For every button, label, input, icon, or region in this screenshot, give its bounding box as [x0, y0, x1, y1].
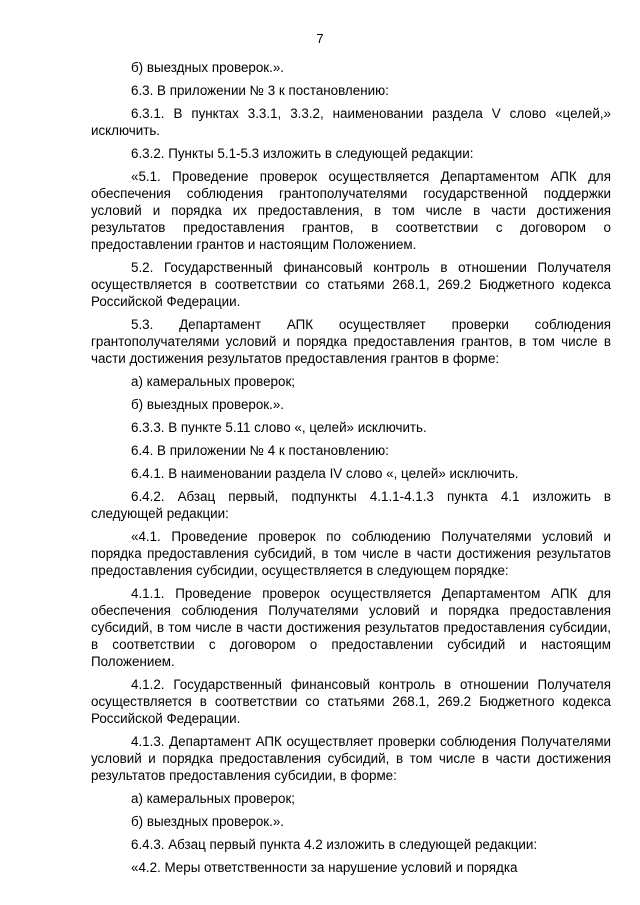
paragraph: 5.2. Государственный финансовый контроль в отношении Получателя осуществляется в соответствии со статьями 268.1, 269.2 Бюджетного кодекса Российской Федерации. — [91, 260, 611, 309]
document-body — [91, 59, 611, 882]
paragraph: «4.1. Проведение проверок по соблюдению Получателями условий и порядка предоставления субсидий, в том числе в части достижения результатов предоставления субсидии, осуществляется в следующем порядке: — [91, 529, 611, 578]
paragraph: 6.4.2. Абзац первый, подпункты 4.1.1-4.1.3 пункта 4.1 изложить в следующей редакции: — [91, 489, 611, 521]
paragraph: 6.4.3. Абзац первый пункта 4.2 изложить в следующей редакции: — [131, 837, 538, 852]
paragraph: 4.1.3. Департамент АПК осуществляет проверки соблюдения Получателями условий и порядка предоставления субсидий, в том числе в части достижения результатов предоставления субсидии, в форме: — [91, 734, 611, 783]
paragraph: 6.4.1. В наименовании раздела IV слово «, целей» исключить. — [131, 466, 519, 481]
paragraph: 4.1.2. Государственный финансовый контроль в отношении Получателя осуществляется в соответствии со статьями 268.1, 269.2 Бюджетного кодекса Российской Федерации. — [91, 677, 611, 726]
paragraph: б) выездных проверок.». — [131, 814, 285, 829]
paragraph: 6.4. В приложении № 4 к постановлению: — [131, 443, 389, 458]
paragraph: а) камеральных проверок; — [131, 374, 296, 389]
paragraph: «5.1. Проведение проверок осуществляется Департаментом АПК для обеспечения соблюдения грантополучателями государственной поддержки условий и порядка их предоставления, в том числе в части достижения результатов предоставления грантов, в соответствии с договором о предоставлении грантов и настоящим Положением. — [91, 169, 611, 252]
paragraph: 6.3.3. В пункте 5.11 слово «, целей» исключить. — [131, 420, 427, 435]
paragraph: «4.2. Меры ответственности за нарушение условий и порядка — [131, 860, 518, 875]
paragraph: б) выездных проверок.». — [131, 60, 285, 75]
paragraph: б) выездных проверок.». — [131, 397, 285, 412]
paragraph: 6.3.2. Пункты 5.1-5.3 изложить в следующей редакции: — [131, 146, 474, 161]
paragraph: 6.3. В приложении № 3 к постановлению: — [131, 83, 389, 98]
paragraph: 4.1.1. Проведение проверок осуществляется Департаментом АПК для обеспечения соблюдения Получателями условий и порядка предоставления субсидий, в том числе в части достижения результатов предоставления субсидии, в соответствии с договором о предоставлении субсидий и настоящим Положением. — [91, 586, 611, 669]
paragraph: а) камеральных проверок; — [131, 791, 296, 806]
paragraph: 6.3.1. В пунктах 3.3.1, 3.3.2, наименовании раздела V слово «целей,» исключить. — [91, 106, 611, 138]
paragraph: 5.3. Департамент АПК осуществляет проверки соблюдения грантополучателями условий и порядка предоставления грантов, в том числе в части достижения результатов предоставления грантов в форме: — [91, 317, 611, 366]
page-number: 7 — [316, 31, 324, 46]
